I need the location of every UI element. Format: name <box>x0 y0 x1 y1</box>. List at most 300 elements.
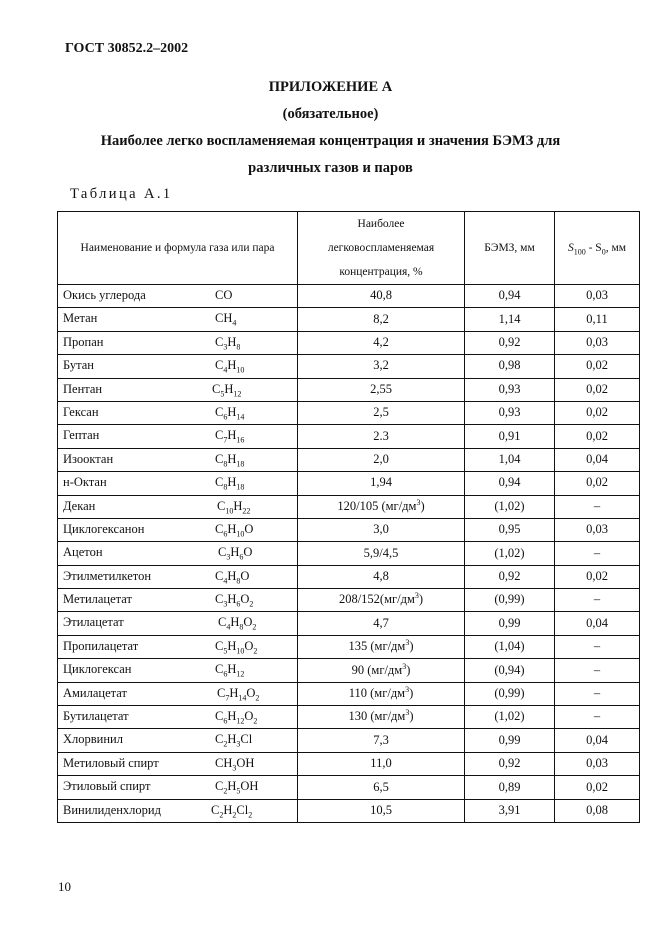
gas-name-cell <box>58 448 298 471</box>
table-row <box>58 308 640 331</box>
table-row <box>58 448 640 471</box>
formula-element: H <box>227 638 237 653</box>
gas-formula <box>215 640 257 654</box>
gas-formula <box>215 733 252 747</box>
header-s-symbol: S <box>567 242 574 254</box>
bemz-cell: 0,94 <box>465 472 555 495</box>
s-difference-cell: 0,02 <box>555 378 640 401</box>
gas-name: Пропан <box>63 334 104 349</box>
formula-subscript: 16 <box>236 435 245 445</box>
gas-name-cell <box>58 565 298 588</box>
gas-name-cell <box>58 495 298 518</box>
gas-formula <box>218 546 252 560</box>
concentration-unit-close: ) <box>409 709 414 724</box>
table-row <box>58 355 640 378</box>
formula-element: O <box>240 568 250 583</box>
formula-subscript: 2 <box>248 810 253 820</box>
formula-subscript: 5 <box>236 786 241 796</box>
formula-subscript: 3 <box>223 342 228 352</box>
bemz-cell: 0,98 <box>465 355 555 378</box>
bemz-cell: (1,04) <box>465 635 555 658</box>
formula-subscript: 2 <box>255 693 260 703</box>
bemz-cell: 0,91 <box>465 425 555 448</box>
gas-name: Циклогексан <box>63 662 132 677</box>
formula-subscript: 6 <box>223 529 228 539</box>
concentration-value: 120/105 (мг/дм <box>337 498 417 513</box>
s-difference-cell: – <box>555 706 640 729</box>
formula-subscript: 10 <box>236 529 245 539</box>
gas-name-cell <box>58 472 298 495</box>
concentration-cell <box>298 589 465 612</box>
bemz-cell: (0,99) <box>465 682 555 705</box>
s-difference-cell: – <box>555 542 640 565</box>
gas-name-cell <box>58 752 298 775</box>
formula-subscript: 14 <box>236 412 245 422</box>
formula-subscript: 8 <box>223 482 228 492</box>
concentration-value: 6,5 <box>373 779 389 794</box>
header-name-text: Наименование и формула газа или пара <box>80 242 275 254</box>
concentration-value: 90 (мг/дм <box>351 662 403 677</box>
concentration-value: 135 (мг/дм <box>348 639 406 654</box>
gas-formula <box>215 663 244 677</box>
concentration-unit-close: ) <box>418 592 424 607</box>
gas-formula <box>215 570 249 584</box>
header-s <box>555 212 640 285</box>
appendix-title: ПРИЛОЖЕНИЕ А <box>268 79 393 95</box>
gas-formula <box>215 359 244 373</box>
gas-formula <box>212 383 241 397</box>
table-row <box>58 776 640 799</box>
concentration-value: 3,2 <box>373 358 389 373</box>
formula-element: C <box>215 404 224 419</box>
formula-subscript: 6 <box>236 599 241 609</box>
formula-element: C <box>212 381 221 396</box>
formula-subscript: 4 <box>223 576 228 586</box>
formula-element: O <box>243 545 253 560</box>
formula-element: C <box>215 592 224 607</box>
table-row <box>58 706 640 729</box>
s-difference-cell: 0,04 <box>555 448 640 471</box>
formula-element: H <box>227 779 237 794</box>
formula-subscript: 12 <box>236 716 245 726</box>
bemz-cell: 0,99 <box>465 612 555 635</box>
formula-subscript: 7 <box>225 693 230 703</box>
concentration-value: 130 (мг/дм <box>348 709 406 724</box>
table-row <box>58 589 640 612</box>
formula-subscript: 6 <box>239 552 244 562</box>
formula-element: C <box>215 779 224 794</box>
header-concentration <box>298 212 465 285</box>
gas-name-cell <box>58 518 298 541</box>
table-caption: Таблица А.1 <box>70 186 173 202</box>
formula-element: H <box>224 381 234 396</box>
gas-name: Метиловый спирт <box>63 755 159 770</box>
gas-formula <box>215 406 244 420</box>
table-row <box>58 729 640 752</box>
formula-subscript: 18 <box>236 482 245 492</box>
table-row <box>58 659 640 682</box>
gas-name: Гексан <box>63 404 99 419</box>
concentration-unit-close: ) <box>409 685 414 700</box>
gas-name-cell <box>58 542 298 565</box>
bemz-cell: 0,89 <box>465 776 555 799</box>
s-difference-cell: 0,02 <box>555 472 640 495</box>
header-s-sub2: 0 <box>601 247 606 257</box>
table-row <box>58 799 640 822</box>
formula-element: C <box>215 451 224 466</box>
bemz-cell: 1,14 <box>465 308 555 331</box>
gas-formula <box>217 500 250 514</box>
s-difference-cell: 0,04 <box>555 729 640 752</box>
header-s-unit: , мм <box>605 242 627 254</box>
table-row <box>58 378 640 401</box>
gas-table <box>57 211 640 823</box>
formula-element: OH <box>236 755 255 770</box>
formula-subscript: 10 <box>236 365 245 375</box>
formula-element: C <box>215 521 224 536</box>
gas-formula <box>215 289 232 303</box>
concentration-value: 4,7 <box>373 615 389 630</box>
formula-subscript: 2 <box>232 810 237 820</box>
formula-element: C <box>215 568 224 583</box>
concentration-cell <box>298 425 465 448</box>
concentration-value: 40,8 <box>370 288 392 303</box>
concentration-value: 3,0 <box>373 522 389 537</box>
concentration-cell <box>298 378 465 401</box>
concentration-unit-close: ) <box>409 639 414 654</box>
gas-name: Метан <box>63 311 98 326</box>
gas-name-cell <box>58 308 298 331</box>
concentration-cell <box>298 472 465 495</box>
formula-subscript: 6 <box>223 412 228 422</box>
s-difference-cell: 0,08 <box>555 799 640 822</box>
formula-element: O <box>244 521 254 536</box>
bemz-cell: 0,92 <box>465 565 555 588</box>
formula-element: O <box>244 709 254 724</box>
formula-subscript: 8 <box>236 342 241 352</box>
gas-name: н-Октан <box>63 475 107 490</box>
table-row <box>58 542 640 565</box>
gas-name: Хлорвинил <box>63 732 123 747</box>
gas-name: Циклогексанон <box>63 521 145 536</box>
concentration-value: 4,2 <box>373 335 389 350</box>
gas-name-cell <box>58 401 298 424</box>
gas-name: Бутан <box>63 358 94 373</box>
concentration-unit-close: ) <box>420 498 425 513</box>
formula-element: CH <box>215 311 233 326</box>
gas-name-cell <box>58 355 298 378</box>
concentration-cell <box>298 612 465 635</box>
formula-subscript: 2 <box>253 716 258 726</box>
concentration-unit-exponent: 3 <box>405 684 410 694</box>
concentration-cell <box>298 518 465 541</box>
formula-element: H <box>227 662 237 677</box>
formula-element: C <box>215 638 224 653</box>
formula-element: C <box>218 545 227 560</box>
bemz-cell: 0,95 <box>465 518 555 541</box>
formula-element: O <box>243 615 253 630</box>
table-row <box>58 752 640 775</box>
bemz-cell: 0,99 <box>465 729 555 752</box>
formula-subscript: 3 <box>223 599 228 609</box>
s-difference-cell: 0,04 <box>555 612 640 635</box>
bemz-cell: (1,02) <box>465 542 555 565</box>
formula-element: H <box>223 802 233 817</box>
gas-name-cell <box>58 682 298 705</box>
formula-element: Cl <box>240 732 253 747</box>
header-name <box>58 212 298 285</box>
table-row <box>58 682 640 705</box>
gas-formula <box>215 710 257 724</box>
header-bemz-text: БЭМЗ, мм <box>484 242 535 254</box>
formula-subscript: 3 <box>232 763 237 773</box>
concentration-value: 8,2 <box>373 311 389 326</box>
gas-name-cell <box>58 706 298 729</box>
gas-formula <box>215 593 253 607</box>
formula-subscript: 12 <box>233 389 242 399</box>
formula-subscript: 18 <box>236 459 245 469</box>
formula-subscript: 10 <box>225 506 234 516</box>
table-row <box>58 565 640 588</box>
formula-subscript: 3 <box>226 552 231 562</box>
concentration-value: 2.3 <box>373 428 389 443</box>
formula-element: O <box>240 592 250 607</box>
page-number: 10 <box>58 879 71 894</box>
gas-name: Винилиденхлорид <box>63 802 161 817</box>
formula-subscript: 4 <box>226 622 231 632</box>
gas-name: Изооктан <box>63 451 114 466</box>
formula-subscript: 6 <box>223 716 228 726</box>
formula-subscript: 22 <box>242 506 251 516</box>
s-difference-cell: – <box>555 635 640 658</box>
concentration-value: 5,9/4,5 <box>363 545 399 560</box>
bemz-cell: (0,94) <box>465 659 555 682</box>
formula-subscript: 8 <box>236 576 241 586</box>
gas-formula <box>215 476 244 490</box>
bemz-cell: 1,04 <box>465 448 555 471</box>
bemz-cell: 3,91 <box>465 799 555 822</box>
concentration-cell <box>298 729 465 752</box>
formula-element: H <box>229 685 239 700</box>
concentration-value: 1,94 <box>370 475 392 490</box>
concentration-cell <box>298 776 465 799</box>
concentration-value: 208/152(мг/дм <box>338 592 415 607</box>
bemz-cell: (0,99) <box>465 589 555 612</box>
formula-element: C <box>217 685 226 700</box>
bemz-cell: 0,94 <box>465 285 555 308</box>
formula-element: CO <box>215 288 233 302</box>
header-conc-line2: легковоспламеняемая <box>327 242 435 254</box>
formula-element: H <box>227 334 237 349</box>
formula-element: H <box>227 568 237 583</box>
gas-name-cell <box>58 635 298 658</box>
appendix-heading-line2: различных газов и паров <box>248 160 413 176</box>
concentration-cell <box>298 565 465 588</box>
concentration-cell <box>298 682 465 705</box>
formula-subscript: 7 <box>223 435 228 445</box>
gas-name-cell <box>58 729 298 752</box>
formula-element: C <box>215 475 224 490</box>
concentration-value: 4,8 <box>373 569 389 583</box>
gas-name-cell <box>58 331 298 354</box>
formula-element: H <box>227 451 237 466</box>
table-row <box>58 612 640 635</box>
concentration-value: 2,0 <box>373 452 389 467</box>
bemz-cell: 0,93 <box>465 378 555 401</box>
table-row <box>58 285 640 308</box>
concentration-cell <box>298 285 465 308</box>
document-header: ГОСТ 30852.2–2002 <box>65 41 189 56</box>
s-difference-cell: 0,03 <box>555 518 640 541</box>
gas-name-cell <box>58 589 298 612</box>
gas-formula <box>215 523 253 537</box>
concentration-unit-exponent: 3 <box>405 708 410 718</box>
formula-subscript: 2 <box>223 786 228 796</box>
formula-subscript: 5 <box>223 646 228 656</box>
table-row <box>58 495 640 518</box>
s-difference-cell: – <box>555 589 640 612</box>
table-row <box>58 472 640 495</box>
concentration-unit-exponent: 3 <box>405 638 410 648</box>
gas-name: Этилацетат <box>63 615 124 630</box>
formula-subscript: 2 <box>249 599 254 609</box>
formula-subscript: 10 <box>236 646 245 656</box>
concentration-cell <box>298 799 465 822</box>
gas-formula <box>215 780 258 794</box>
concentration-cell <box>298 495 465 518</box>
bemz-cell: (1,02) <box>465 706 555 729</box>
formula-element: C <box>215 662 224 677</box>
formula-element: OH <box>240 779 259 794</box>
s-difference-cell: – <box>555 682 640 705</box>
formula-element: H <box>227 475 237 490</box>
table-row <box>58 635 640 658</box>
formula-element: H <box>230 545 240 560</box>
formula-subscript: 8 <box>239 622 244 632</box>
s-difference-cell: 0,02 <box>555 355 640 378</box>
header-s-sub1: 100 <box>573 247 586 257</box>
gas-name-cell <box>58 776 298 799</box>
bemz-cell: (1,02) <box>465 495 555 518</box>
gas-formula <box>218 616 256 630</box>
concentration-unit-exponent: 3 <box>414 591 419 601</box>
s-difference-cell: 0,02 <box>555 425 640 448</box>
formula-element: H <box>227 709 237 724</box>
gas-name-cell <box>58 659 298 682</box>
gas-name-cell <box>58 425 298 448</box>
formula-element: C <box>211 802 220 817</box>
bemz-cell: 0,92 <box>465 331 555 354</box>
concentration-cell <box>298 355 465 378</box>
concentration-unit-exponent: 3 <box>416 497 421 507</box>
bemz-cell: 0,92 <box>465 752 555 775</box>
header-s-mid: - S <box>585 242 602 254</box>
formula-subscript: 3 <box>236 739 241 749</box>
gas-formula <box>215 336 240 350</box>
concentration-unit-exponent: 3 <box>402 661 407 671</box>
appendix-heading-line1: Наиболее легко воспламеняемая концентрация и значения БЭМЗ для <box>100 133 561 149</box>
formula-element: C <box>215 428 224 443</box>
gas-name: Декан <box>63 498 96 513</box>
gas-name-cell <box>58 378 298 401</box>
formula-subscript: 8 <box>223 459 228 469</box>
gas-formula <box>215 757 254 771</box>
formula-element: H <box>227 358 237 373</box>
concentration-value: 11,0 <box>370 756 392 771</box>
formula-element: O <box>244 638 254 653</box>
formula-element: CH <box>215 755 233 770</box>
concentration-value: 10,5 <box>370 802 392 817</box>
concentration-cell <box>298 635 465 658</box>
gas-formula <box>211 804 252 818</box>
header-conc-line3: концентрация, % <box>339 266 423 278</box>
formula-subscript: 6 <box>223 669 228 679</box>
gas-name: Гептан <box>63 428 100 443</box>
table-row <box>58 518 640 541</box>
formula-subscript: 2 <box>253 646 258 656</box>
gas-name: Этилметилкетон <box>63 568 152 583</box>
formula-subscript: 2 <box>252 622 257 632</box>
formula-element: H <box>230 615 240 630</box>
formula-element: C <box>215 334 224 349</box>
formula-subscript: 4 <box>232 318 237 328</box>
gas-name: Амилацетат <box>63 685 127 700</box>
gas-name: Метилацетат <box>63 592 132 607</box>
gas-name: Пентан <box>63 381 103 396</box>
formula-element: C <box>215 709 224 724</box>
formula-element: H <box>233 498 243 513</box>
gas-name-cell <box>58 612 298 635</box>
concentration-unit-close: ) <box>406 662 411 677</box>
formula-subscript: 2 <box>223 739 228 749</box>
table-row <box>58 401 640 424</box>
header-conc-line1: Наиболее <box>357 218 405 230</box>
s-difference-cell: – <box>555 495 640 518</box>
formula-element: C <box>218 615 227 630</box>
gas-formula <box>215 312 236 326</box>
concentration-cell <box>298 308 465 331</box>
bemz-cell: 0,93 <box>465 401 555 424</box>
formula-element: C <box>215 358 224 373</box>
gas-name: Бутилацетат <box>63 709 129 724</box>
concentration-cell <box>298 752 465 775</box>
concentration-cell <box>298 659 465 682</box>
header-bemz <box>465 212 555 285</box>
s-difference-cell: 0,02 <box>555 565 640 588</box>
table-header-row <box>58 212 640 285</box>
concentration-cell <box>298 706 465 729</box>
concentration-cell <box>298 542 465 565</box>
gas-name-cell <box>58 799 298 822</box>
concentration-cell <box>298 401 465 424</box>
s-difference-cell: 0,03 <box>555 285 640 308</box>
formula-subscript: 12 <box>236 669 245 679</box>
formula-element: H <box>227 404 237 419</box>
formula-element: C <box>215 732 224 747</box>
gas-name-cell <box>58 285 298 308</box>
concentration-value: 2,5 <box>373 405 389 420</box>
s-difference-cell: – <box>555 659 640 682</box>
table-row <box>58 425 640 448</box>
concentration-value: 110 (мг/дм <box>348 685 406 700</box>
gas-name: Ацетон <box>63 545 103 560</box>
formula-element: H <box>227 521 237 536</box>
formula-element: C <box>217 498 226 513</box>
formula-subscript: 4 <box>223 365 228 375</box>
gas-formula <box>215 429 244 443</box>
formula-subscript: 14 <box>238 693 247 703</box>
s-difference-cell: 0,11 <box>555 308 640 331</box>
